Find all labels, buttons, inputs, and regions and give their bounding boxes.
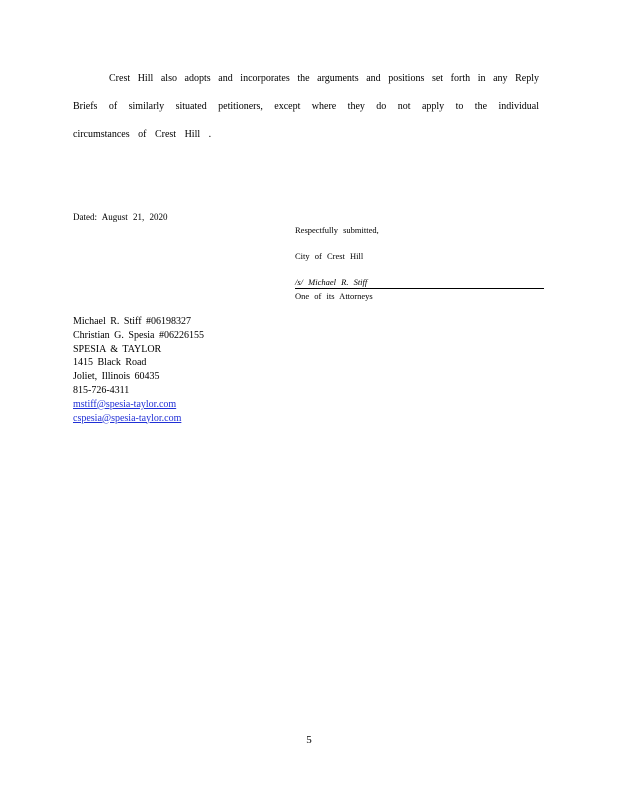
page-number: 5 bbox=[306, 734, 312, 746]
dated-line: Dated: August 21, 2020 bbox=[73, 212, 168, 222]
attorney-2: Christian G. Spesia #06226155 bbox=[73, 329, 204, 341]
contact-block bbox=[73, 315, 204, 425]
email-link-1[interactable]: mstiff@spesia-taylor.com bbox=[73, 398, 177, 410]
phone-number: 815-726-4311 bbox=[73, 384, 130, 396]
paragraph-line-1: Crest Hill also adopts and incorporates the arguments and positions set forth in any Reply bbox=[109, 73, 539, 84]
city-address: Joliet, Illinois 60435 bbox=[73, 371, 160, 383]
attorney-role: One of its Attorneys bbox=[295, 291, 373, 301]
signature-line: /s/ Michael R. Stiff bbox=[295, 277, 544, 289]
street-address: 1415 Black Road bbox=[73, 357, 147, 369]
attorney-1: Michael R. Stiff #06198327 bbox=[73, 316, 192, 327]
paragraph-line-2: Briefs of similarly situated petitioners, except where they do not apply to the individual bbox=[73, 101, 539, 112]
party-name: City of Crest Hill bbox=[295, 251, 364, 261]
firm-name: SPESIA & TAYLOR bbox=[73, 343, 162, 355]
email-link-2[interactable]: cspesia@spesia-taylor.com bbox=[73, 412, 182, 424]
paragraph-line-3: circumstances of Crest Hill . bbox=[73, 129, 212, 140]
respectfully-submitted: Respectfully submitted, bbox=[295, 225, 379, 235]
